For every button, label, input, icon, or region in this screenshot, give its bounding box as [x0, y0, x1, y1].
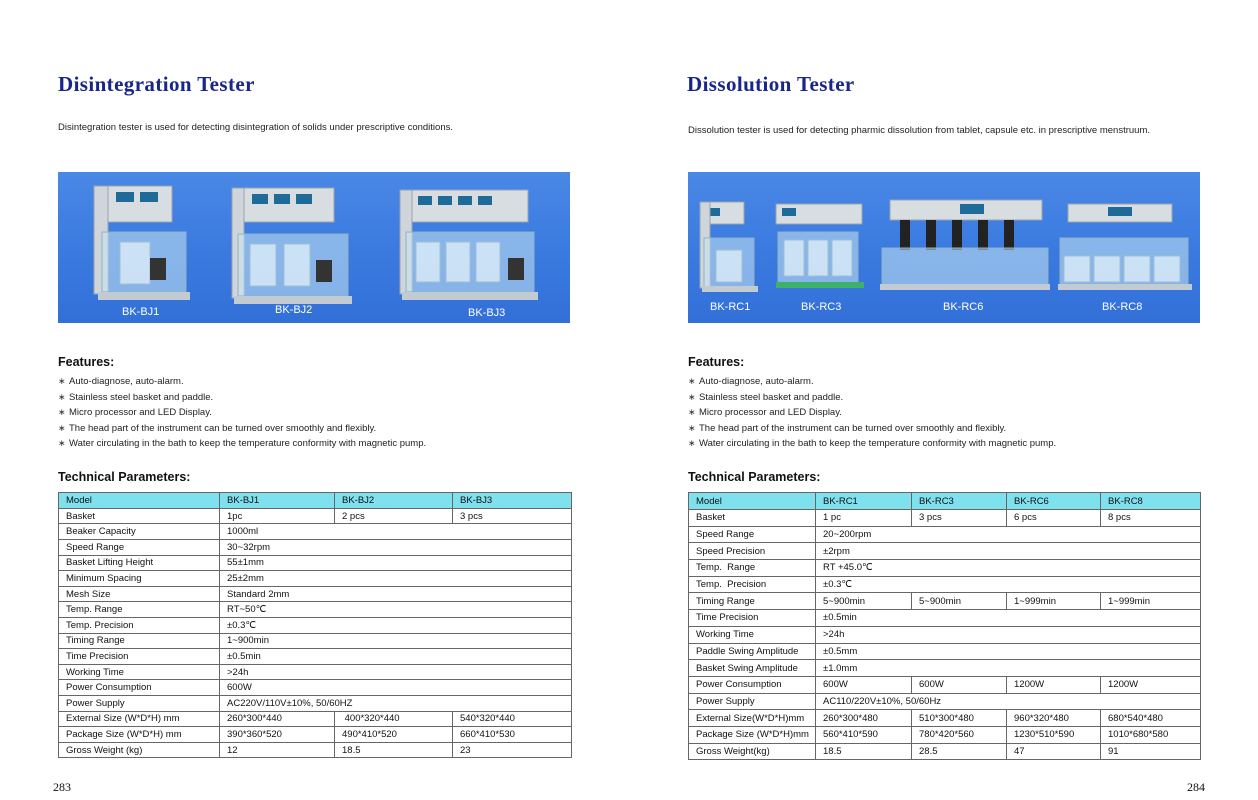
dissolution-title: Dissolution Tester — [687, 72, 855, 96]
disintegration-photo — [58, 172, 570, 323]
table-row: Power Consumption 600W 600W 1200W 1200W — [689, 676, 1201, 693]
disintegration-spec-table — [58, 492, 572, 758]
features-list — [58, 374, 426, 452]
technical-parameters-heading: Technical Parameters: — [58, 470, 191, 484]
table-row: Power Consumption 600W — [59, 680, 572, 696]
table-row: Package Size (W*D*H) mm 390*360*520 490*410*520 660*410*530 — [59, 727, 572, 743]
dissolution-photo — [688, 172, 1200, 323]
photo-label-bk-rc8: BK-RC8 — [1102, 301, 1143, 313]
table-row: Temp. Precision ±0.3℃ — [59, 617, 572, 633]
header-cell: BK-BJ3 — [453, 493, 572, 509]
disintegration-machines-illustration — [58, 172, 570, 323]
photo-label-bk-bj2: BK-BJ2 — [275, 304, 313, 316]
table-row: Temp. Range RT +45.0℃ — [689, 560, 1201, 577]
header-cell: Model — [689, 493, 816, 510]
table-row: Timing Range 1~900min — [59, 633, 572, 649]
header-cell: BK-RC8 — [1101, 493, 1201, 510]
feature-item: ∗ Auto-diagnose, auto-alarm. — [58, 374, 426, 390]
photo-label-bk-bj3: BK-BJ3 — [468, 307, 506, 319]
feature-item: ∗ Micro processor and LED Display. — [58, 405, 426, 421]
photo-label-bk-bj1: BK-BJ1 — [122, 306, 160, 318]
table-row: Speed Range 20~200rpm — [689, 526, 1201, 543]
star-bullet-icon: ∗ — [688, 407, 696, 418]
table-row: Basket Swing Amplitude ±1.0mm — [689, 660, 1201, 677]
table-row: Basket Lifting Height 55±1mm — [59, 555, 572, 571]
star-bullet-icon: ∗ — [688, 376, 696, 386]
star-bullet-icon: ∗ — [58, 391, 66, 402]
table-row: Temp. Range RT~50℃ — [59, 602, 572, 618]
table-row: Working Time >24h — [689, 626, 1201, 643]
header-cell: BK-RC1 — [816, 493, 912, 510]
table-row: Minimum Spacing 25±2mm — [59, 571, 572, 587]
star-bullet-icon: ∗ — [58, 407, 66, 418]
feature-item: ∗ Water circulating in the bath to keep the temperature conformity with magnetic pump. — [688, 436, 1056, 452]
table-row: Gross Weight (kg) 12 18.5 23 — [59, 742, 572, 758]
features-list — [688, 374, 1056, 452]
photo-label-bk-rc3: BK-RC3 — [801, 301, 842, 313]
photo-label-bk-rc6: BK-RC6 — [943, 301, 984, 313]
table-row: Speed Precision ±2rpm — [689, 543, 1201, 560]
feature-item: ∗ The head part of the instrument can be turned over smoothly and flexibly. — [58, 421, 426, 437]
header-cell: BK-BJ2 — [335, 493, 453, 509]
table-row: Gross Weight(kg) 18.5 28.5 47 91 — [689, 743, 1201, 760]
table-row: Power Supply AC110/220V±10%, 50/60Hz — [689, 693, 1201, 710]
table-row: Beaker Capacity 1000ml — [59, 524, 572, 540]
table-row: Time Precision ±0.5min — [59, 649, 572, 665]
table-row: Mesh Size Standard 2mm — [59, 586, 572, 602]
table-header-row — [59, 493, 572, 509]
header-cell: Model — [59, 493, 220, 509]
star-bullet-icon: ∗ — [688, 422, 696, 433]
table-row: Package Size (W*D*H)mm 560*410*590 780*420*560 1230*510*590 1010*680*580 — [689, 726, 1201, 743]
table-row: Power Supply AC220V/110V±10%, 50/60HZ — [59, 695, 572, 711]
photo-label-bk-rc1: BK-RC1 — [710, 301, 751, 313]
star-bullet-icon: ∗ — [688, 391, 696, 402]
dissolution-spec-table — [688, 492, 1201, 760]
disintegration-description: Disintegration tester is used for detecting disintegration of solids under prescriptive conditions. — [58, 122, 453, 133]
table-row: Working Time >24h — [59, 664, 572, 680]
star-bullet-icon: ∗ — [58, 422, 66, 433]
table-header-row — [689, 493, 1201, 510]
feature-item: ∗ Stainless steel basket and paddle. — [58, 390, 426, 406]
features-heading: Features: — [58, 355, 115, 369]
header-cell: BK-BJ1 — [220, 493, 335, 509]
feature-item: ∗ Micro processor and LED Display. — [688, 405, 1056, 421]
header-cell: BK-RC3 — [912, 493, 1007, 510]
table-row: Time Precision ±0.5min — [689, 610, 1201, 627]
star-bullet-icon: ∗ — [58, 438, 66, 449]
feature-item: ∗ Water circulating in the bath to keep the temperature conformity with magnetic pump. — [58, 436, 426, 452]
right-page — [629, 0, 1258, 800]
table-row: Basket 1 pc 3 pcs 6 pcs 8 pcs — [689, 510, 1201, 527]
feature-item: ∗ Auto-diagnose, auto-alarm. — [688, 374, 1056, 390]
table-row: Timing Range 5~900min 5~900min 1~999min 1~999min — [689, 593, 1201, 610]
table-row: Basket 1pc 2 pcs 3 pcs — [59, 508, 572, 524]
header-cell: BK-RC6 — [1007, 493, 1101, 510]
star-bullet-icon: ∗ — [58, 376, 66, 386]
dissolution-description: Dissolution tester is used for detecting pharmic dissolution from tablet, capsule etc. in prescriptive menstruum. — [688, 125, 1151, 136]
table-row: External Size(W*D*H)mm 260*300*480 510*300*480 960*320*480 680*540*480 — [689, 710, 1201, 727]
disintegration-title: Disintegration Tester — [58, 72, 255, 96]
table-row: Temp. Precision ±0.3℃ — [689, 576, 1201, 593]
star-bullet-icon: ∗ — [688, 438, 696, 449]
page-number: 284 — [1187, 780, 1205, 794]
feature-item: ∗ The head part of the instrument can be turned over smoothly and flexibly. — [688, 421, 1056, 437]
feature-item: ∗ Stainless steel basket and paddle. — [688, 390, 1056, 406]
table-row: Paddle Swing Amplitude ±0.5mm — [689, 643, 1201, 660]
technical-parameters-heading: Technical Parameters: — [688, 470, 821, 484]
table-row: External Size (W*D*H) mm 260*300*440 400*320*440 540*320*440 — [59, 711, 572, 727]
table-row: Speed Range 30~32rpm — [59, 539, 572, 555]
features-heading: Features: — [688, 355, 745, 369]
page-number: 283 — [53, 780, 71, 794]
